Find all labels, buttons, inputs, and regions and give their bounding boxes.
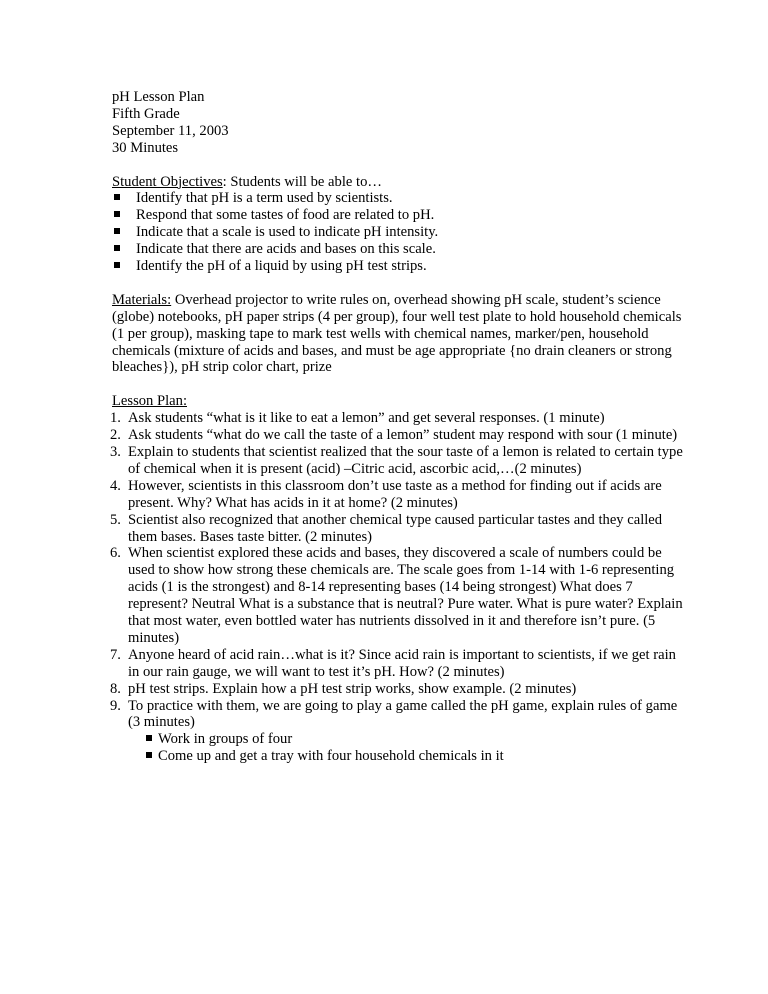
lesson-step [112,698,688,766]
lesson-plan-section [112,393,688,765]
step-text: However, scientists in this classroom don’t use taste as a method for finding out if acids are present. Why? What has acids in it at home? (2 minutes) [128,477,662,511]
step-text: To practice with them, we are going to play a game called the pH game, explain rules of game (3 minutes) [128,697,678,731]
lesson-steps-list [112,410,688,765]
lesson-step [112,647,688,681]
lesson-step [112,681,688,698]
step-text: pH test strips. Explain how a pH test strip works, show example. (2 minutes) [128,680,577,697]
lesson-plan-heading: Lesson Plan: [112,393,187,410]
lesson-date: September 11, 2003 [112,122,229,139]
step-text: Scientist also recognized that another chemical type caused particular tastes and they called them bases. Bases taste bitter. (2 minutes) [128,511,663,545]
objective-item: Identify the pH of a liquid by using pH test strips. [112,258,688,275]
materials-text: Overhead projector to write rules on, overhead showing pH scale, student’s science (globe) notebooks, pH paper strips (4 per group), four well test plate to hold household chemicals (1 per group), masking tape to mark test wells with chemical names, marker/pen, household chemicals (mixture of acids and bases, and must be age appropriate {no drain cleaners or strong bleaches}), pH strip color chart, prize [112,291,682,376]
document-title: pH Lesson Plan [112,89,205,105]
objective-item: Respond that some tastes of food are related to pH. [112,207,688,224]
objectives-label: Student Objectives [112,173,223,190]
lesson-step [112,478,688,512]
step-text: Ask students “what is it like to eat a lemon” and get several responses. (1 minute) [128,410,605,427]
step-number: 2. [110,427,121,444]
objectives-list [112,190,688,275]
step-number: 4. [110,477,121,494]
document-header [112,89,688,157]
materials-section [112,292,688,377]
lesson-step [112,545,688,646]
step-text: When scientist explored these acids and bases, they discovered a scale of numbers could be used to show how strong these chemicals are. The scale goes from 1-14 with 1-6 representing acids (1 is the strongest) and 8-14 representing bases (14 being strongest) What does 7 represent? Neutral What is a substance that is neutral? Pure water. What is pure water? Explain that most water, even bottled water has nutrients dissolved in it and therefore isn’t pure. (5 minutes) [128,545,683,646]
step-number: 7. [110,646,121,663]
objectives-intro: : Students will be able to… [222,173,382,190]
objectives-heading [112,174,688,191]
step-number: 5. [110,511,121,528]
lesson-step [112,427,688,444]
objective-item: Identify that pH is a term used by scientists. [112,190,688,207]
lesson-step [112,410,688,427]
step-number: 9. [110,697,121,714]
materials-label: Materials: [112,291,172,308]
step-number: 6. [110,545,121,562]
step-number: 1. [110,410,121,427]
objective-item: Indicate that a scale is used to indicate pH intensity. [112,224,688,241]
lesson-step [112,512,688,546]
objectives-section [112,174,688,275]
game-rule-item: Come up and get a tray with four household chemicals in it [146,748,688,765]
lesson-duration: 30 Minutes [112,139,179,156]
step-text: Anyone heard of acid rain…what is it? Since acid rain is important to scientists, if we get rain in our rain gauge, we will want to test it’s pH. How? (2 minutes) [128,646,676,680]
step-text: Explain to students that scientist realized that the sour taste of a lemon is related to certain type of chemical when it is present (acid) –Citric acid, ascorbic acid,…(2 minutes) [128,443,683,477]
lesson-step [112,444,688,478]
game-rules-list [128,731,688,765]
step-number: 3. [110,443,121,460]
step-number: 8. [110,680,121,697]
step-text: Ask students “what do we call the taste of a lemon” student may respond with sour (1 minute) [128,427,678,444]
objective-item: Indicate that there are acids and bases on this scale. [112,241,688,258]
grade-level: Fifth Grade [112,105,180,122]
game-rule-item: Work in groups of four [146,731,688,748]
